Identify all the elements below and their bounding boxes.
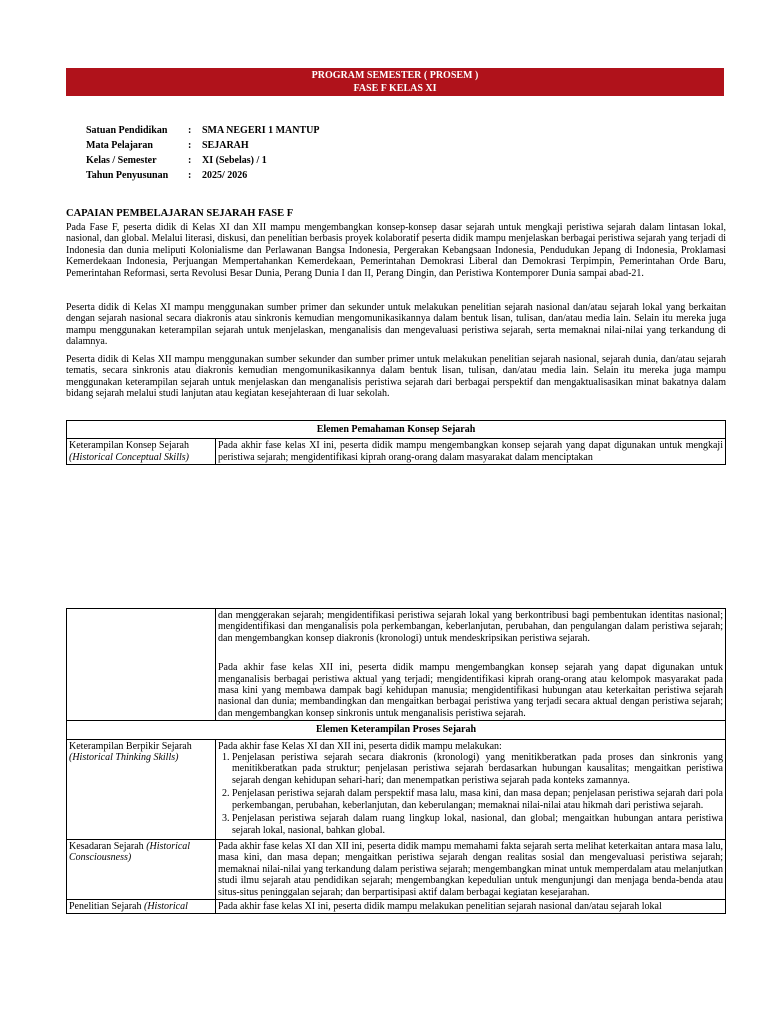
row-label: Kesadaran Sejarah <box>69 840 144 852</box>
row-label-english: (Historical Conceptual Skills) <box>69 451 189 463</box>
identity-label: Kelas / Semester <box>86 155 157 166</box>
row-label: Penelitian Sejarah <box>69 900 142 912</box>
table-row <box>67 739 726 839</box>
continued-paragraph-1: dan menggerakan sejarah; mengidentifikasi peristiwa sejarah lokal yang berkontribusi bagi pembentukan identitas nasional; mengidentifikasi dan menganalisis pola perkembangan, keberlanjutan, perubahan, dan pengulangan dalam peristiwa sejarah; dan mengembangkan konsep diakronis (kronologi) untuk mendeskripsikan peristiwa sejarah. <box>218 610 723 644</box>
row-label: Keterampilan Berpikir Sejarah <box>69 740 192 752</box>
table-row <box>67 839 726 899</box>
identity-label: Tahun Penyusunan <box>86 170 169 181</box>
skills-list <box>218 752 723 836</box>
row-description: Pada akhir fase kelas XI dan XII ini, peserta didik mampu memahami fakta sejarah serta melihat keterkaitan antara masa lalu, masa kini, dan masa depan; mengaitkan peristiwa sejarah dengan realitas sosial dan mengevaluasi peristiwa sejarah; memaknai nilai-nilai yang terkandung dalam peristiwa sejarah; mengembangkan minat untuk memperdalam atau melanjutkan studi ilmu sejarah atau pendidikan sejarah; mengembangkan kepedulian untuk mengunjungi dan menjaga benda-benda atau situs-situs peninggalan sejarah; dan berpartisipasi aktif dalam berbagai kegiatan kesejarahan. <box>216 839 726 899</box>
identity-row <box>86 123 320 138</box>
row-label-cell <box>67 899 216 913</box>
row-description: Pada akhir fase kelas XI ini, peserta didik mampu melakukan penelitian sejarah nasional dan/atau sejarah lokal <box>216 899 726 913</box>
row-label: Keterampilan Konsep Sejarah <box>69 440 189 452</box>
table-row <box>67 899 726 913</box>
identity-label: Mata Pelajaran <box>86 140 153 151</box>
identity-colon: : <box>188 125 192 136</box>
identity-colon: : <box>188 170 192 181</box>
row-description: Pada akhir fase kelas XI ini, peserta didik mampu mengembangkan konsep sejarah yang dapat digunakan untuk mengkaji peristiwa sejarah; mengidentifikasi kiprah orang-orang dalam masyarakat dalam menciptakan <box>216 439 726 465</box>
elements-table-page1 <box>66 420 726 465</box>
identity-label: Satuan Pendidikan <box>86 125 168 136</box>
list-item: 1. Penjelasan peristiwa sejarah secara diakronis (kronologi) yang menitikberatkan pada proses dan sinkronis yang menitikberatkan pada struktur; penjelasan peristiwa sejarah berdasarkan hubungan kausalitas; mengaitkan peristiwa sejarah dengan kehidupan sehari-hari; dan menempatkan peristiwa sejarah pada konteks zamannya. <box>232 752 723 786</box>
section-header-proses: Elemen Keterampilan Proses Sejarah <box>67 721 726 739</box>
row-description-continued <box>216 609 726 721</box>
row-label-cell <box>67 739 216 839</box>
row-label-english: (Historical <box>143 900 188 912</box>
capaian-heading: CAPAIAN PEMBELAJARAN SEJARAH FASE F <box>66 208 294 219</box>
identity-value: 2025/ 2026 <box>202 170 248 181</box>
identity-row <box>86 168 320 183</box>
list-item: 3. Penjelasan peristiwa sejarah dalam ruang lingkup lokal, nasional, dan global; mengaitkan hubungan antara peristiwa sejarah lokal, nasional, bahkan global. <box>232 813 723 836</box>
identity-table <box>86 123 320 183</box>
identity-row <box>86 138 320 153</box>
list-intro: Pada akhir fase Kelas XI dan XII ini, peserta didik mampu melakukan: <box>218 740 502 752</box>
title-line-2: FASE F KELAS XI <box>353 83 437 94</box>
capaian-paragraph-3: Peserta didik di Kelas XII mampu menggunakan sumber sekunder dan sumber primer untuk melakukan penelitian sejarah nasional, sejarah dunia, dan/atau sejarah tematis, secara sinkronis atau diakronis kemudian mengomunikasikannya dalam bentuk lisan, tulisan, dan/atau media lain. Selain itu mereka juga mampu menggunakan keterampilan sejarah untuk menjelaskan dan menganalisis peristiwa sejarah dari berbagai perspektif dan mengaktualisasikan minat bakatnya dalam bidang sejarah melalui studi lanjutan atau kegiatan kesejahteraan di luar sekolah. <box>66 354 726 400</box>
capaian-paragraph-2: Peserta didik di Kelas XI mampu menggunakan sumber primer dan sekunder untuk melakukan penelitian sejarah nasional dan/atau sejarah lokal yang berkaitan dengan sejarah nasional secara diakronis atau sinkronis kemudian mengomunikasikannya dalam bentuk lisan, tulisan, dan/atau media lain. Selain itu mereka juga mampu menggunakan keterampilan sejarah untuk menjelaskan, menganalisis dan mengevaluasi peristiwa sejarah, serta memaknai nilai-nilai yang terkandung di dalamnya. <box>66 302 726 348</box>
identity-row <box>86 153 320 168</box>
capaian-paragraph-1: Pada Fase F, peserta didik di Kelas XI dan XII mampu mengembangkan konsep-konsep dasar sejarah untuk mengkaji peristiwa sejarah dalam lintasan lokal, nasional, dan global. Melalui literasi, diskusi, dan penelitian berbasis proyek kolaboratif peserta didik mampu menjelaskan berbagai peristiwa sejarah yang terjadi di Indonesia dan dunia meliputi Kolonialisme dan Perlawanan Bangsa Indonesia, Pergerakan Kebangsaan Indonesia, Pendudukan Jepang di Indonesia, Proklamasi Kemerdekaan Indonesia, Perjuangan Mempertahankan Kemerdekaan, Pemerintahan Demokrasi Liberal dan Demokrasi Terpimpin, Pemerintahan Orde Baru, Pemerintahan Reformasi, serta Revolusi Besar Dunia, Perang Dunia I dan II, Perang Dingin, dan Peristiwa Kontemporer Dunia sampai abad-21. <box>66 222 726 279</box>
title-line-1: PROGRAM SEMESTER ( PROSEM ) <box>311 70 479 81</box>
section-header-konsep: Elemen Pemahaman Konsep Sejarah <box>67 421 726 439</box>
identity-value: XI (Sebelas) / 1 <box>202 155 267 166</box>
row-label-english: (Historical Thinking Skills) <box>69 752 179 764</box>
continued-paragraph-2: Pada akhir fase kelas XII ini, peserta didik mampu mengembangkan konsep sejarah yang dapat digunakan untuk menganalisis berbagai peristiwa aktual yang terjadi; mengidentifikasi kiprah orang-orang atau kelompok masyarakat pada masa kini yang membawa dampak bagi kehidupan manusia; mengidentifikasi hubungan atau keterkaitan peristiwa sejarah nasional dan dunia; membandingkan dan mengaitkan berbagai peristiwa yang terjadi secara aktual dengan peristiwa sejarah; dan mengembangkan konsep sinkronis untuk menganalisis peristiwa sejarah. <box>218 662 723 719</box>
table-row <box>67 609 726 721</box>
row-label-english: (Historical Consciousness) <box>69 840 191 864</box>
identity-value: SMA NEGERI 1 MANTUP <box>202 125 320 136</box>
empty-label-cell <box>67 609 216 721</box>
row-label-cell <box>67 439 216 465</box>
identity-value: SEJARAH <box>202 140 249 151</box>
list-item: 2. Penjelasan peristiwa sejarah dalam perspektif masa lalu, masa kini, dan masa depan; penjelasan peristiwa sejarah dari pola perkembangan, perubahan, keberlanjutan, dan keberulangan; memaknai nilai-nilai atau hikmah dari peristiwa sejarah. <box>232 788 723 811</box>
row-description <box>216 739 726 839</box>
document-title-banner <box>66 68 724 96</box>
table-row <box>67 439 726 465</box>
row-label-cell <box>67 839 216 899</box>
identity-colon: : <box>188 155 192 166</box>
identity-colon: : <box>188 140 192 151</box>
elements-table-page2 <box>66 608 726 914</box>
